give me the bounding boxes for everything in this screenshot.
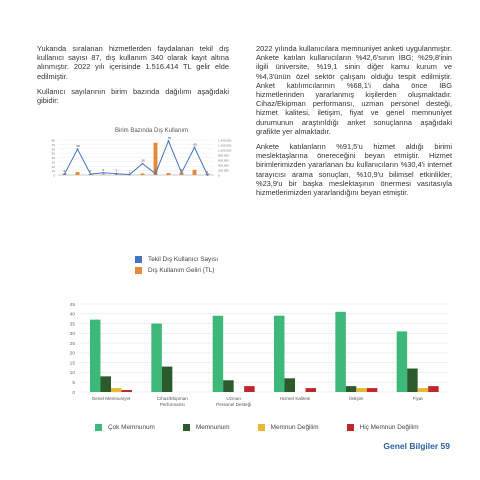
chart1-users-data-label: 0 <box>206 170 209 174</box>
chart1-ytick-label: 70 <box>51 142 55 147</box>
chart1-ytick-label: 30 <box>51 160 55 165</box>
legend-swatch-hic <box>347 424 354 431</box>
chart2-ytick-label: 10 <box>69 371 75 377</box>
chart1-income-bar <box>167 173 171 175</box>
chart1-legend <box>135 256 218 278</box>
right-paragraph-1: 2022 yılında kullanıcılara memnuniyet anketi uygulanmıştır. Ankete katılan kullanıcıların %42,6'sının İBG; %29,8'inin ilgili üniversite, %19,1 sinin diğer kamu kurum ve %4,3'ünün özel sektör çalışanı olduğu tespit edilmiştir. Anket katılımcılarının %68,1'i daha önce İBG hizmetlerinden yararlanmış kişilerden oluşmaktadır. Cihaz/Ekipman performansı, uzman personel desteği, hizmet kalitesi, iletişim, fiyat ve genel memnuniyet durumunun araştırıldığı anket sonuçlarına aşağıdaki grafikte yer almaktadır. <box>256 44 452 136</box>
chart1-income-bar <box>76 172 80 175</box>
chart1-users-point <box>103 172 105 174</box>
right-paragraph-2: Ankete katılanların %91,5'u hizmet aldığı birimi meslektaşlarına önereceğini beyan etmiştir. Hizmet birimlerimizden yararlanan bu kullanıcıların %30,4'i internet tarayıcısı arama sonuçları, %10,9'u bilimsel etkinlikler, %23,9'u bir başka meslektaşının önermesi vasıtasıyla hizmetlerimizden yararlandığını beyan etmiştir. <box>256 142 452 198</box>
legend-swatch-income <box>135 267 142 274</box>
chart1-users-line <box>65 141 208 175</box>
chart1-title: Birim Bazında Dış Kullanım <box>115 128 189 134</box>
chart1-users-data-label: 5 <box>180 167 183 172</box>
chart2-ytick-label: 20 <box>69 351 75 357</box>
chart1-y2tick-label: 400.000 <box>218 163 229 168</box>
chart2-bar <box>397 331 408 392</box>
footer-section: Genel Bilgiler <box>383 441 439 451</box>
chart1-users-point <box>194 147 196 149</box>
chart1-income-bar <box>63 174 67 176</box>
chart1-y2tick-label: 1.400.000 <box>218 138 232 143</box>
chart2-ytick-label: 0 <box>72 390 75 396</box>
chart1-ytick-label: 50 <box>51 151 55 156</box>
chart2-bar <box>151 324 162 392</box>
chart1-ytick-label: 10 <box>51 169 55 174</box>
chart1-ytick-label: 40 <box>51 156 55 160</box>
chart1-users-data-label: 3 <box>154 168 157 173</box>
chart2-ytick-label: 45 <box>69 302 75 308</box>
chart2-bar <box>223 380 234 392</box>
legend-swatch-memnun <box>183 424 190 431</box>
chart2-bar <box>162 367 173 392</box>
chart1-y2tick-label: 0 <box>218 173 220 178</box>
chart2-ytick-label: 5 <box>72 381 75 387</box>
chart1-income-bar <box>206 174 210 176</box>
chart1-income-bar <box>141 174 145 176</box>
chart2-bar <box>428 386 439 392</box>
chart1-y2tick-label: 200.000 <box>218 168 229 173</box>
chart1-users-data-label: 2 <box>63 169 66 174</box>
chart1-ytick-label: 20 <box>51 164 55 169</box>
legend-hic-label: Hiç Memnun Değilim <box>359 424 419 431</box>
chart2-ytick-label: 35 <box>69 322 75 328</box>
chart1-income-bar <box>115 174 119 175</box>
chart2-bar <box>335 312 346 392</box>
chart1-users-data-label: 78 <box>167 135 171 140</box>
legend-cok-label: Çok Memnunum <box>108 424 155 431</box>
chart2-bar <box>90 320 101 392</box>
chart1-y2tick-label: 1.000.000 <box>218 148 232 153</box>
chart1-users-data-label: 1 <box>128 169 131 174</box>
chart2-legend <box>95 424 447 431</box>
chart2-category-label: Uzman <box>226 396 241 401</box>
chart2-bar <box>418 388 429 392</box>
legend-swatch-degil <box>258 424 265 431</box>
chart2-bar <box>111 388 122 392</box>
chart2-bar <box>306 388 317 392</box>
chart2-bar <box>244 386 255 392</box>
legend-users-label: Tekil Dış Kullanıcı Sayısı <box>148 256 218 263</box>
chart2-bar <box>122 390 133 392</box>
chart2-ytick-label: 30 <box>69 332 75 338</box>
chart1-y2tick-label: 1.200.000 <box>218 143 232 148</box>
chart2-bar <box>285 378 296 392</box>
chart2-category-label: Cihaz/Ekipman <box>156 396 188 401</box>
chart1-users-point <box>129 174 131 176</box>
chart2-category-label: Hizmet Kalitesi <box>279 396 311 401</box>
chart2-bar <box>213 316 224 392</box>
chart2-category-label: Fiyat <box>412 396 423 401</box>
chart1-y2tick-label: 600.000 <box>218 158 229 163</box>
chart2-ytick-label: 15 <box>69 361 75 367</box>
right-text-column <box>256 44 452 203</box>
chart1-users-point <box>142 163 144 165</box>
chart2-category-label: İletişim <box>349 396 364 401</box>
chart1-users-data-label: 2 <box>89 169 92 174</box>
legend-memnun-label: Memnunum <box>195 424 230 431</box>
chart2-category-label: Genel Memnuniyet <box>91 396 131 401</box>
chart1-income-bar <box>180 173 184 175</box>
chart2-bar <box>274 316 285 392</box>
chart1-income-bar <box>102 174 106 175</box>
chart1-users-point <box>155 173 157 175</box>
chart1-users-point <box>116 173 118 175</box>
legend-swatch-users <box>135 256 142 263</box>
chart1-y2tick-label: 800.000 <box>218 153 229 158</box>
chart1-ytick-label: 0 <box>53 173 55 178</box>
chart1-users-data-label: 59 <box>76 144 80 149</box>
chart1-users-point <box>207 174 209 176</box>
left-text-column <box>37 44 229 111</box>
chart2-bar <box>346 386 357 392</box>
chart1-users-data-label: 5 <box>102 167 105 172</box>
chart2-ytick-label: 40 <box>69 312 75 318</box>
chart1-users-data-label: 3 <box>115 168 118 173</box>
chart1-users-point <box>181 172 183 174</box>
chart1-users-data-label: 26 <box>141 158 145 163</box>
footer-page-number: 59 <box>440 441 450 451</box>
chart2-bar <box>407 369 418 392</box>
chart1-income-bar <box>89 174 93 175</box>
chart1-income-bar <box>193 170 197 175</box>
chart1-income-bar <box>154 143 158 175</box>
left-paragraph-1: Yukarıda sıralanan hizmetlerden faydalanan tekil dış kullanıcı sayısı 87, dış kullanım 340 olarak kayıt altına alınmıştır. 2022 yılı içerisinde 1.516.414 TL gelir elde edilmiştir. <box>37 44 229 81</box>
chart2-bar <box>367 388 378 392</box>
chart1-users-point <box>168 140 170 142</box>
chart2-category-label: Personel Desteği <box>216 402 252 407</box>
chart2-ytick-label: 25 <box>69 341 75 347</box>
chart2-category-label: Performansı <box>159 402 185 407</box>
page-footer <box>383 441 450 451</box>
chart1-users-point <box>90 173 92 175</box>
chart1-users-point <box>77 148 79 150</box>
chart1-users-data-label: 63 <box>193 142 197 147</box>
legend-degil-label: Memnun Değilim <box>270 424 319 431</box>
chart1-ytick-label: 60 <box>51 147 55 152</box>
chart1-users-point <box>64 173 66 175</box>
chart2-bar <box>101 376 112 392</box>
legend-income-label: Dış Kullanım Geliri (TL) <box>148 267 215 274</box>
left-paragraph-2: Kullanıcı sayılarının birim bazında dağılımı aşağıdaki gibidir: <box>37 86 229 106</box>
legend-swatch-cok <box>95 424 102 431</box>
chart2-bar <box>356 388 367 392</box>
chart1-ytick-label: 80 <box>51 138 55 143</box>
